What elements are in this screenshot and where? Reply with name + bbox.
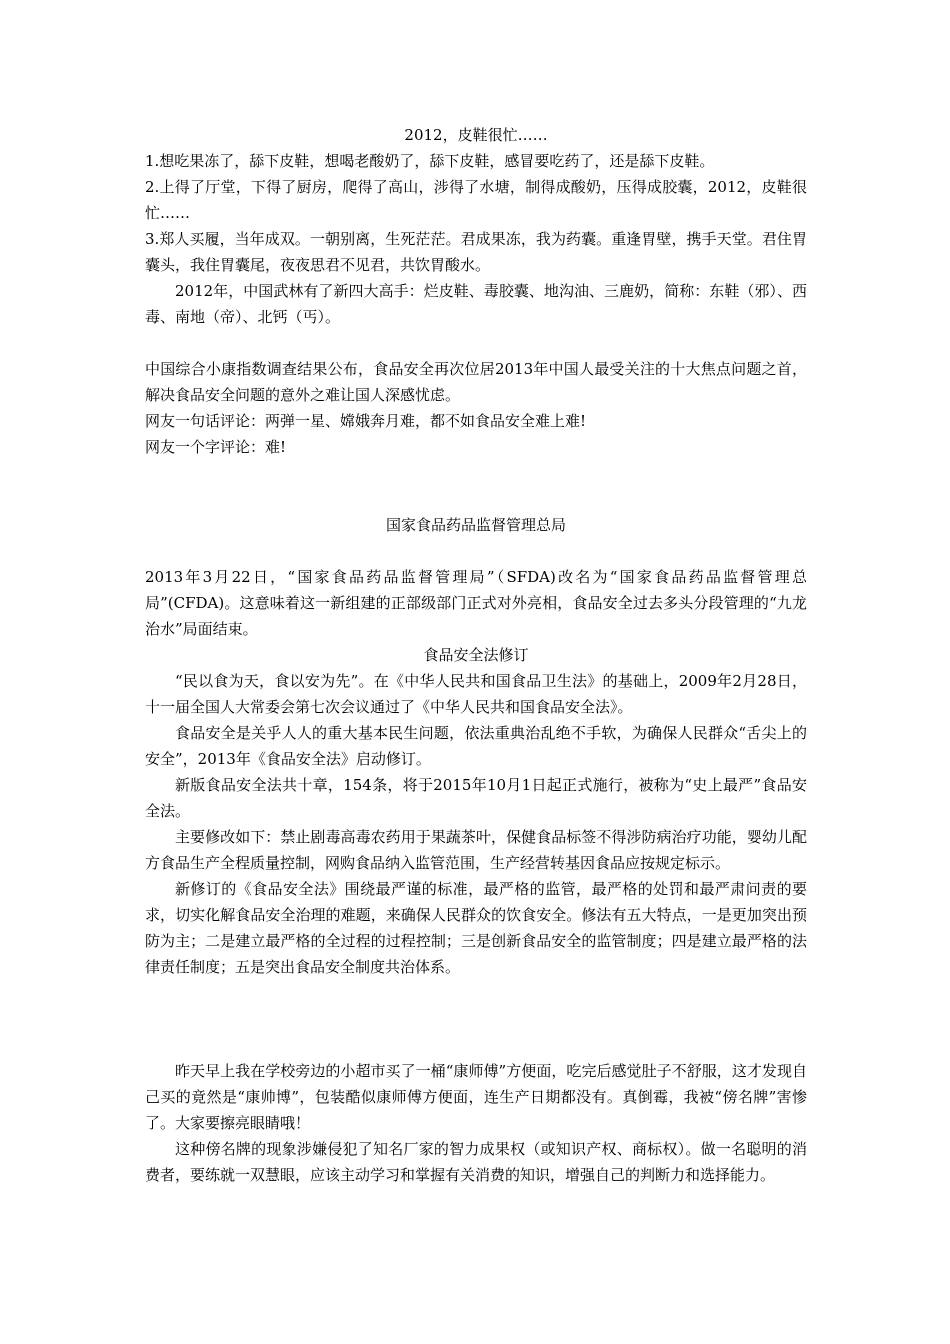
law-paragraph-1: “民以食为天，食以安为先”。在《中华人民共和国食品卫生法》的基础上，2009年2月28日，十一届全国人大常委会第七次会议通过了《中华人民共和国食品安全法》。 xyxy=(145,672,807,716)
fake-brand-story-paragraph: 昨天早上我在学校旁边的小超市买了一桶“康师傅”方便面，吃完后感觉肚子不舒服，这才发现自己买的竟然是“康帅博”，包装酷似康师傅方便面，连生产日期都没有。真倒霉，我被“傍名牌”害惨了。大家要擦亮眼睛哦！ xyxy=(145,1062,807,1132)
law-paragraph-4: 主要修改如下：禁止剧毒高毒农药用于果蔬茶叶，保健食品标签不得涉防病治疗功能，婴幼儿配方食品生产全程质量控制，网购食品纳入监管范围，生产经营转基因食品应按规定标示。 xyxy=(145,828,807,872)
spacer xyxy=(145,460,807,512)
spacer xyxy=(145,980,807,1058)
joke-item-1: 1.想吃果冻了，舔下皮鞋，想喝老酸奶了，舔下皮鞋，感冒要吃药了，还是舔下皮鞋。 xyxy=(145,152,715,170)
law-paragraph-2: 食品安全是关乎人人的重大基本民生问题，依法重典治乱绝不手软，为确保人民群众“舌尖上的安全”，2013年《食品安全法》启动修订。 xyxy=(145,724,807,768)
section-title-leather-shoes: 2012，皮鞋很忙…… xyxy=(404,126,548,144)
law-paragraph-3: 新版食品安全法共十章，154条，将于2015年10月1日起正式施行，被称为“史上最严”食品安全法。 xyxy=(145,776,807,820)
netizen-comment-sentence: 网友一句话评论：两弹一星、嫦娥奔月难，都不如食品安全难上难! xyxy=(145,412,587,430)
joke-item-3: 3.郑人买履，当年成双。一朝别离，生死茫茫。君成果冻，我为药囊。重逢胃壁，携手天堂。君住胃囊头，我住胃囊尾，夜夜思君不见君，共饮胃酸水。 xyxy=(145,230,807,274)
four-masters-paragraph: 2012年，中国武林有了新四大高手：烂皮鞋、毒胶囊、地沟油、三鹿奶，简称：东鞋（邪）、西毒、南地（帝）、北钙（丐）。 xyxy=(145,282,807,326)
law-paragraph-5: 新修订的《食品安全法》围绕最严谨的标准，最严格的监管，最严格的处罚和最严肃问责的要求，切实化解食品安全治理的难题，来确保人民群众的饮食安全。修法有五大特点，一是更加突出预防为主；二是建立最严格的全过程的过程控制；三是创新食品安全的监管制度；四是建立最严格的法律责任制度；五是突出食品安全制度共治体系。 xyxy=(145,880,807,976)
cfda-paragraph: 2013年3月22日，“国家食品药品监督管理局”（SFDA)改名为“国家食品药品监督管理总局”(CFDA)。这意味着这一新组建的正部级部门正式对外亮相，食品安全过去多头分段管理的“九龙治水”局面结束。 xyxy=(145,568,807,638)
spacer xyxy=(145,330,807,356)
document-body xyxy=(145,122,807,1188)
netizen-comment-word: 网友一个字评论：难! xyxy=(145,438,287,456)
spacer xyxy=(145,538,807,564)
consumer-advice-paragraph: 这种傍名牌的现象涉嫌侵犯了知名厂家的智力成果权（或知识产权、商标权）。做一名聪明的消费者，要练就一双慧眼，应该主动学习和掌握有关消费的知识，增强自己的判断力和选择能力。 xyxy=(145,1140,807,1184)
section-title-food-safety-law: 食品安全法修订 xyxy=(423,646,529,664)
section-title-cfda: 国家食品药品监督管理总局 xyxy=(385,516,566,534)
joke-item-2: 2.上得了厅堂，下得了厨房，爬得了高山，涉得了水塘，制得成酸奶，压得成胶囊，2012，皮鞋很忙…… xyxy=(145,178,807,222)
survey-paragraph: 中国综合小康指数调查结果公布，食品安全再次位居2013年中国人最受关注的十大焦点问题之首，解决食品安全问题的意外之难让国人深感忧虑。 xyxy=(145,360,807,404)
